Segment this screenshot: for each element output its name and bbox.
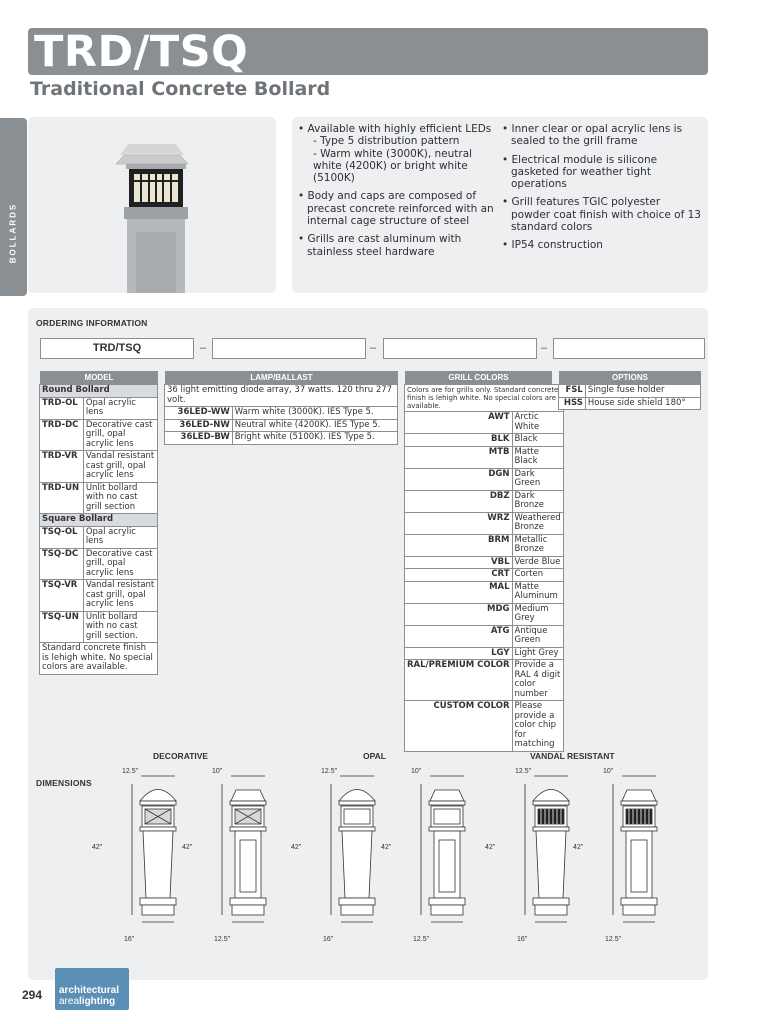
option-code: BRM — [405, 534, 513, 556]
dimension-base-label: 16" — [124, 936, 135, 943]
lamp-table — [164, 384, 398, 445]
feature-item: • Body and caps are composed of precast concrete reinforced with an internal cage structure of steel — [298, 190, 494, 228]
table-row[interactable] — [405, 512, 564, 534]
option-code: TRD-VR — [40, 451, 84, 483]
round-bollard-drawing — [128, 770, 188, 940]
table-row[interactable] — [405, 412, 564, 434]
logo-line-2: arealighting — [59, 996, 116, 1007]
table-note — [165, 385, 398, 407]
table-row[interactable] — [405, 446, 564, 468]
square-bollard-drawing — [218, 770, 278, 940]
table-row[interactable] — [40, 611, 158, 643]
order-dash: – — [541, 342, 548, 354]
dimension-height-label: 42" — [573, 844, 584, 851]
option-description: Medium Grey — [512, 603, 563, 625]
option-code: 36LED-NW — [165, 419, 233, 432]
dimension-width-label: 12.5" — [122, 768, 139, 775]
order-code-box-color[interactable] — [383, 338, 537, 359]
option-description: House side shield 180° — [585, 397, 700, 410]
order-code-box-model[interactable]: TRD/TSQ — [40, 338, 194, 359]
page-subtitle: Traditional Concrete Bollard — [30, 78, 331, 100]
table-row[interactable] — [405, 490, 564, 512]
option-description: Antique Green — [512, 625, 563, 647]
table-note — [405, 385, 564, 412]
dimension-width-label: 10" — [411, 768, 422, 775]
options-column-header: OPTIONS — [559, 371, 701, 384]
option-description: Dark Bronze — [512, 490, 563, 512]
grill-colors-table — [404, 384, 564, 752]
option-description: Weathered Bronze — [512, 512, 563, 534]
table-row[interactable] — [40, 482, 158, 514]
option-code: VBL — [405, 556, 513, 569]
option-description: Unlit bollard with no cast grill section. — [83, 611, 157, 643]
logo-line-1: architectural — [59, 985, 120, 996]
option-description: Decorative cast grill, opal acrylic lens — [83, 419, 157, 451]
round-bollard-drawing — [327, 770, 387, 940]
option-description: Warm white (3000K). IES Type 5. — [232, 407, 397, 420]
option-description: Vandal resistant cast grill, opal acrylic lens — [83, 580, 157, 612]
option-code: 36LED-WW — [165, 407, 233, 420]
table-row[interactable] — [405, 468, 564, 490]
option-code: TSQ-DC — [40, 548, 84, 580]
features-column-1 — [298, 123, 498, 264]
feature-item: • Grills are cast aluminum with stainless steel hardware — [298, 233, 462, 258]
dimension-height-label: 42" — [182, 844, 193, 851]
option-code: TRD-UN — [40, 482, 84, 514]
feature-item: • IP54 construction — [502, 239, 603, 252]
option-description: Light Grey — [512, 647, 563, 660]
table-row[interactable] — [559, 385, 701, 398]
dimension-base-label: 16" — [517, 936, 528, 943]
option-description: Provide a RAL 4 digit color number — [512, 660, 563, 701]
dimension-base-label: 16" — [323, 936, 334, 943]
option-code: AWT — [405, 412, 513, 434]
option-description: Unlit bollard with no cast grill section — [83, 482, 157, 514]
dimension-width-label: 10" — [603, 768, 614, 775]
feature-subitem: - Warm white (3000K), neutral white (4200K) or bright white (5100K) — [313, 147, 473, 185]
option-description: Matte Aluminum — [512, 581, 563, 603]
option-code: MDG — [405, 603, 513, 625]
option-code: HSS — [559, 397, 586, 410]
option-code: 36LED-BW — [165, 432, 233, 445]
options-table — [558, 384, 701, 410]
option-code: DBZ — [405, 490, 513, 512]
table-row[interactable] — [405, 701, 564, 752]
table-row[interactable] — [405, 625, 564, 647]
table-row[interactable] — [40, 526, 158, 548]
dimension-group-title: VANDAL RESISTANT — [530, 751, 615, 761]
table-row[interactable] — [559, 397, 701, 410]
option-code: TRD-DC — [40, 419, 84, 451]
feature-item: • Inner clear or opal acrylic lens is sealed to the grill frame — [502, 123, 683, 148]
dimension-width-label: 12.5" — [321, 768, 338, 775]
table-group-header — [40, 514, 158, 527]
option-description: Opal acrylic lens — [83, 397, 157, 419]
order-dash: – — [200, 342, 207, 354]
order-dash: – — [370, 342, 377, 354]
feature-subitem: - Type 5 distribution pattern — [313, 135, 460, 148]
table-row[interactable] — [405, 647, 564, 660]
option-description: Black — [512, 434, 563, 447]
table-row[interactable] — [40, 397, 158, 419]
option-code: ATG — [405, 625, 513, 647]
dimension-height-label: 42" — [381, 844, 392, 851]
dimension-height-label: 42" — [485, 844, 496, 851]
feature-item: • Electrical module is silicone gasketed for weather tight operations — [502, 153, 658, 191]
table-row[interactable] — [405, 569, 564, 582]
ordering-info-label: ORDERING INFORMATION — [36, 318, 148, 328]
table-row[interactable] — [405, 581, 564, 603]
table-row[interactable] — [165, 419, 398, 432]
order-code-box-lamp[interactable] — [212, 338, 366, 359]
dimensions-label: DIMENSIONS — [36, 778, 92, 788]
lamp-column-header: LAMP/BALLAST — [165, 371, 398, 384]
dimension-height-label: 42" — [291, 844, 302, 851]
feature-item: • Available with highly efficient LEDs - Type 5 distribution pattern - Warm white (3000K), neutral white (4200K) or bright white (5100K) — [298, 123, 498, 184]
option-code: WRZ — [405, 512, 513, 534]
round-bollard-drawing — [521, 770, 584, 940]
option-code: DGN — [405, 468, 513, 490]
table-row[interactable] — [40, 419, 158, 451]
section-tab-label: BOLLARDS — [8, 202, 18, 264]
table-note-cell: 36 light emitting diode array, 37 watts. 120 thru 277 volt. — [165, 385, 398, 407]
table-row[interactable] — [405, 660, 564, 701]
model-table — [39, 384, 158, 675]
option-code: LGY — [405, 647, 513, 660]
option-description: Matte Black — [512, 446, 563, 468]
section-tab-bollards[interactable] — [0, 118, 27, 296]
table-note — [40, 643, 158, 675]
option-description: Neutral white (4200K). IES Type 5. — [232, 419, 397, 432]
square-bollard-drawing — [417, 770, 477, 940]
option-description: Corten — [512, 569, 563, 582]
table-row[interactable] — [405, 603, 564, 625]
table-group-header — [40, 385, 158, 398]
table-row[interactable] — [40, 548, 158, 580]
page-title: TRD/TSQ — [34, 27, 249, 77]
bollard-product-image — [28, 117, 276, 293]
square-bollard-drawing — [609, 770, 669, 940]
table-note-cell: Standard concrete finish is lehigh white. No special colors are available. — [40, 643, 158, 675]
dimension-height-label: 42" — [92, 844, 103, 851]
option-code: MAL — [405, 581, 513, 603]
dimension-base-label: 12.5" — [214, 936, 231, 943]
option-description: Opal acrylic lens — [83, 526, 157, 548]
dimension-group-title: OPAL — [363, 751, 386, 761]
table-row[interactable] — [405, 556, 564, 569]
table-row[interactable] — [405, 434, 564, 447]
dimension-width-label: 10" — [212, 768, 223, 775]
title-band — [28, 28, 708, 75]
company-logo[interactable] — [55, 968, 129, 1010]
option-code: BLK — [405, 434, 513, 447]
order-code-box-options[interactable] — [553, 338, 705, 359]
features-column-2 — [502, 123, 702, 258]
table-row[interactable] — [165, 432, 398, 445]
option-description: Please provide a color chip for matching — [512, 701, 563, 752]
option-description: Dark Green — [512, 468, 563, 490]
table-note-cell: Colors are for grills only. Standard concrete finish is lehigh white. No special colors are available. — [405, 385, 564, 412]
option-code: TSQ-UN — [40, 611, 84, 643]
table-row[interactable] — [40, 580, 158, 612]
dimension-width-label: 12.5" — [515, 768, 532, 775]
option-description: Bright white (5100K). IES Type 5. — [232, 432, 397, 445]
option-code: CRT — [405, 569, 513, 582]
option-description: Verde Blue — [512, 556, 563, 569]
option-code: FSL — [559, 385, 586, 398]
feature-item: • Grill features TGIC polyester powder coat finish with choice of 13 standard colors — [502, 196, 701, 234]
dimension-group-title: DECORATIVE — [153, 751, 209, 761]
option-description: Arctic White — [512, 412, 563, 434]
page-number: 294 — [22, 988, 43, 1002]
features-card — [292, 117, 708, 293]
table-row[interactable] — [40, 451, 158, 483]
model-column-header: MODEL — [40, 371, 158, 384]
option-description: Vandal resistant cast grill, opal acrylic lens — [83, 451, 157, 483]
option-code: CUSTOM COLOR — [405, 701, 513, 752]
dimension-base-label: 12.5" — [605, 936, 622, 943]
option-description: Single fuse holder — [585, 385, 700, 398]
option-description: Metallic Bronze — [512, 534, 563, 556]
option-code: RAL/PREMIUM COLOR — [405, 660, 513, 701]
option-code: MTB — [405, 446, 513, 468]
option-description: Decorative cast grill, opal acrylic lens — [83, 548, 157, 580]
option-code: TSQ-OL — [40, 526, 84, 548]
table-row[interactable] — [165, 407, 398, 420]
table-group-header-cell: Round Bollard — [40, 385, 158, 398]
grill-column-header: GRILL COLORS — [405, 371, 552, 384]
option-code: TSQ-VR — [40, 580, 84, 612]
table-group-header-cell: Square Bollard — [40, 514, 158, 527]
option-code: TRD-OL — [40, 397, 84, 419]
table-row[interactable] — [405, 534, 564, 556]
dimension-base-label: 12.5" — [413, 936, 430, 943]
product-image-card — [28, 117, 276, 293]
